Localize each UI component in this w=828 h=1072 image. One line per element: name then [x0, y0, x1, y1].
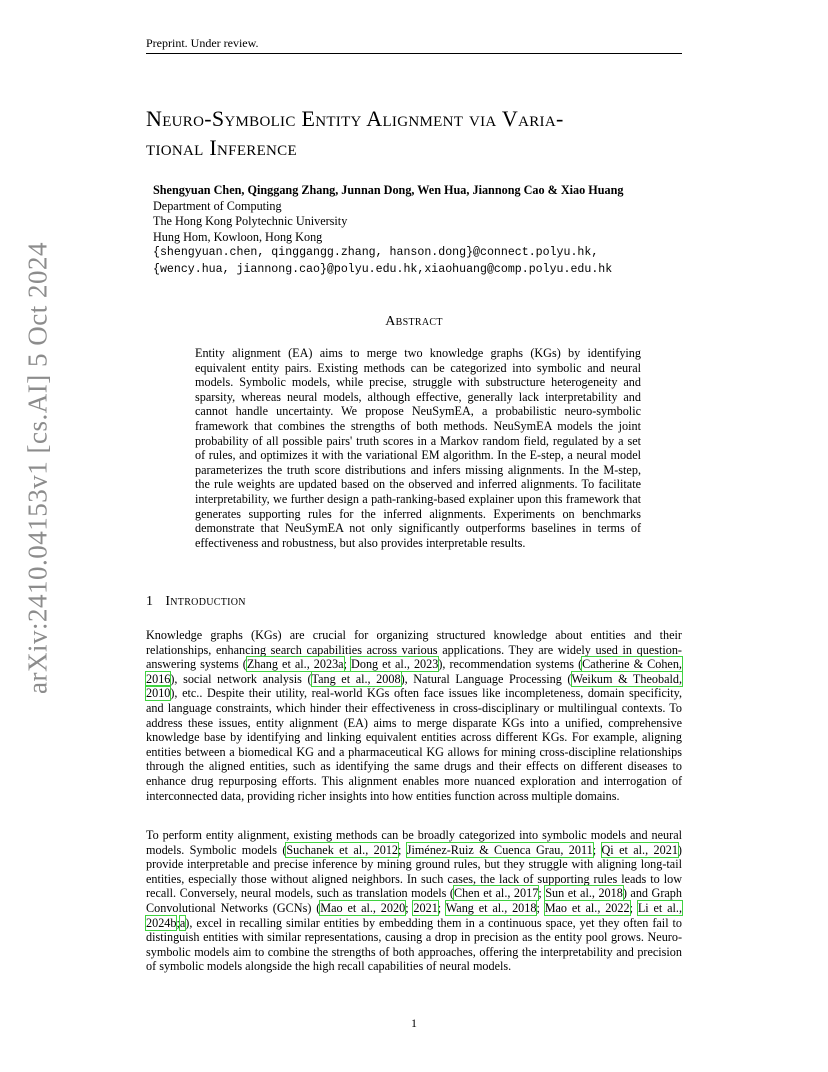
section-number: 1	[146, 594, 154, 609]
author-emails-1: {shengyuan.chen, qinggangg.zhang, hanson.dong}@connect.polyu.hk,	[153, 246, 599, 259]
text-run: ;	[437, 900, 446, 915]
citation-link[interactable]: Catherine & Cohen, 2016	[146, 657, 682, 686]
citation-link[interactable]: Suchanek et al., 2012	[286, 842, 399, 857]
paper-title	[146, 104, 686, 162]
running-header: Preprint. Under review.	[146, 36, 682, 54]
section-heading-introduction	[146, 594, 246, 610]
citation-link[interactable]: Zhang et al., 2023a	[246, 657, 344, 672]
citation-link[interactable]: Weikum & Theobald, 2010	[146, 671, 683, 701]
text-run: ) and Graph Convolutional Networks (GCNs) (	[146, 886, 682, 915]
text-run: ), recommendation systems (	[438, 657, 583, 672]
section-title: Introduction	[165, 594, 246, 609]
author-location: Hung Hom, Kowloon, Hong Kong	[153, 229, 323, 244]
author-emails-2a: {wency.hua, jiannong.cao}@polyu.edu.hk,	[153, 262, 425, 276]
citation-link[interactable]: Jiménez-Ruiz & Cuenca Grau, 2011	[406, 842, 593, 857]
title-line-1: Neuro-Symbolic Entity Alignment via Varia-	[146, 106, 564, 131]
text-run: ;	[343, 657, 352, 672]
citation-link[interactable]: Mao et al., 2022	[544, 900, 630, 915]
abstract-text: Entity alignment (EA) aims to merge two knowledge graphs (KGs) by identifying equivalent entity pairs. Existing methods can be categorized into symbolic and neural models. Symbolic models, while precise, struggle with substructure heterogeneity and sparsity, whereas neural models, although effective, generally lack interpretability and cannot handle uncertainty. We propose NeuSymEA, a probabilistic neuro-symbolic framework that combines the strengths of both methods. NeuSymEA models the joint probability of all possible pairs' truth scores in a Markov random field, regulated by a set of rules, and optimizes it with the variational EM algorithm. In the E-step, a neural model parameterizes the truth score distributions and infers missing alignments. In the M-step, the rule weights are updated based on the observed and inferred alignments. To facilitate interpretability, we further design a path-ranking-based explainer upon this framework that generates supporting rules for the inferred alignments. Experiments on benchmarks demonstrate that NeuSymEA not only significantly outperforms baselines in terms of effectiveness and robustness, but also provides interpretable results.	[195, 346, 641, 550]
title-line-2: tional Inference	[146, 135, 297, 160]
author-names: Shengyuan Chen, Qinggang Zhang, Junnan Dong, Wen Hua, Jiannong Cao & Xiao Huang	[153, 183, 624, 197]
arxiv-sidebar-stamp: arXiv:2410.04153v1 [cs.AI] 5 Oct 2024	[22, 242, 53, 694]
citation-link[interactable]: Dong et al., 2023	[351, 657, 439, 672]
author-university: The Hong Kong Polytechnic University	[153, 214, 348, 228]
text-run: ;	[405, 900, 414, 915]
author-emails-2	[153, 261, 693, 278]
text-run: ;	[176, 915, 180, 930]
text-run: ;	[398, 842, 407, 857]
text-run: ) provide interpretable and precise inference by mining ground rules, but they struggle with aligning long-tail entities, especially those without aligned neighbors. In such cases, the lack of supporting rules leads to low recall. Conversely, neural models, such as translation models (	[146, 842, 682, 901]
author-emails-2b: xiaohuang@comp.polyu.edu.hk	[424, 262, 613, 276]
citation-link[interactable]: Mao et al., 2020	[320, 900, 406, 915]
abstract-heading: Abstract	[385, 314, 443, 329]
text-run: ), excel in recalling similar entities by embedding them in a continuous space, yet they often fail to distinguish entities with similar representations, causing a drop in precision as the entity pool grows. Neuro-symbolic models aim to combine the strengths of both approaches, offering the interpretability and precision of symbolic models alongside the high recall capabilities of neural models.	[146, 915, 682, 974]
citation-link[interactable]: 2021	[413, 900, 438, 915]
text-run: ), etc.. Despite their utility, real-world KGs often face issues like incompleteness, domain specificity, and language constraints, which hinder their effectiveness in cross-disciplinary or multilingual contexts. To address these issues, entity alignment (EA) aims to merge disparate KGs into a unified, comprehensive knowledge base by identifying and linking equivalent entities across different KGs. For example, aligning entities between a biomedical KG and a pharmaceutical KG allows for mining cross-discipline relationships through the aligned entities, such as identifying the same drugs and their effects on different diseases to enhance drug repurposing efforts. This alignment enables more nuanced exploration and interrogation of interconnected data, providing richer insights into how entities function across multiple domains.	[146, 686, 682, 803]
intro-paragraph-1	[146, 628, 682, 803]
intro-paragraph-2	[146, 828, 682, 974]
citation-link[interactable]: a	[179, 915, 186, 930]
citation-link[interactable]: Li et al., 2024b	[146, 900, 682, 930]
text-run: ), Natural Language Processing (	[400, 671, 572, 686]
author-department: Department of Computing	[153, 198, 282, 213]
text-run: ), social network analysis (	[170, 671, 312, 686]
text-run: ;	[536, 900, 545, 915]
citation-link[interactable]: Wang et al., 2018	[445, 900, 537, 915]
page-number: 1	[411, 1016, 417, 1030]
citation-link[interactable]: Sun et al., 2018	[545, 886, 623, 901]
text-run: To perform entity alignment, existing methods can be broadly categorized into symbolic models and neural models. Symbolic models (	[146, 828, 682, 857]
text-run: ;	[592, 842, 602, 857]
citation-link[interactable]: Qi et al., 2021	[601, 842, 678, 857]
text-run: ;	[629, 900, 638, 915]
text-run: ;	[538, 886, 546, 901]
text-run: Knowledge graphs (KGs) are crucial for organizing structured knowledge about entities and their relationships, enhancing search capabilities across various applications. They are widely used in question-answering systems (	[146, 628, 682, 672]
citation-link[interactable]: Chen et al., 2017	[453, 886, 539, 901]
author-block	[153, 183, 693, 277]
citation-link[interactable]: Tang et al., 2008	[311, 671, 401, 686]
